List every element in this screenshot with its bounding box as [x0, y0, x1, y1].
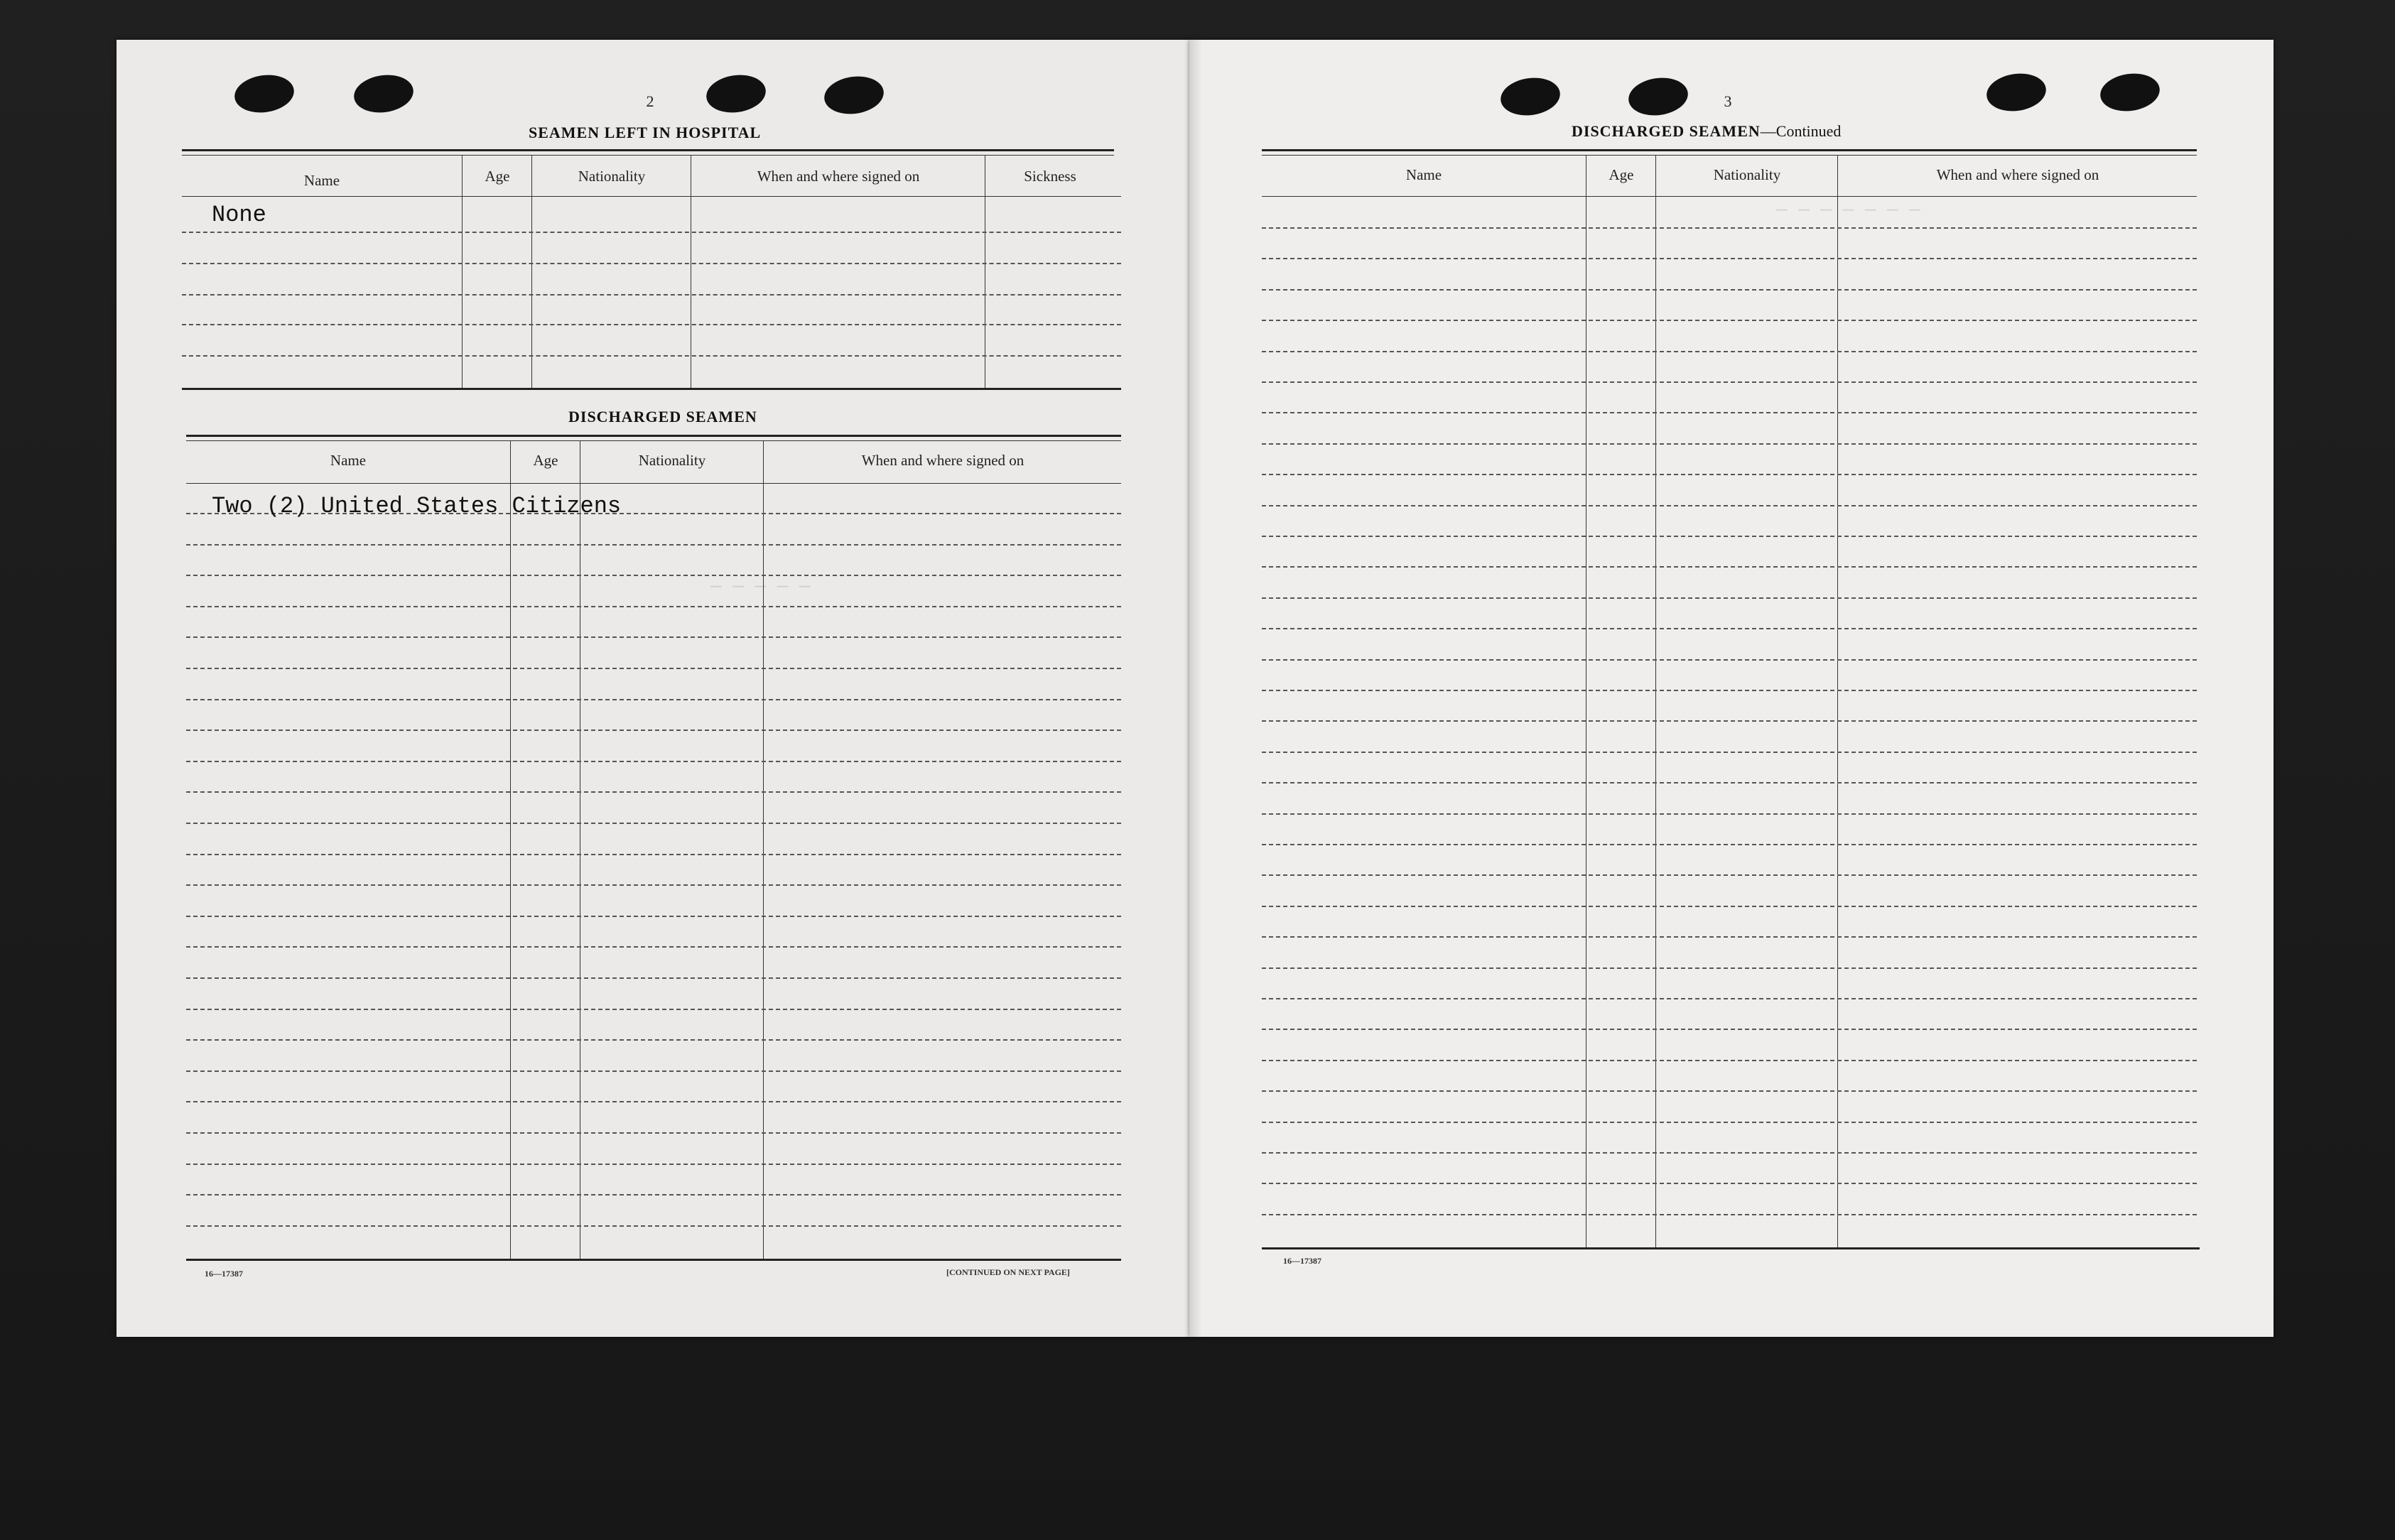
col-header-nationality: Nationality — [1713, 166, 1781, 183]
table-row-line — [186, 946, 1121, 948]
table-row-line — [1262, 752, 2197, 753]
section-title-hospital: SEAMEN LEFT IN HOSPITAL — [529, 124, 762, 141]
table-top-rule — [182, 149, 1114, 151]
table-row-line — [186, 761, 1121, 762]
table-rule — [186, 440, 1121, 441]
section-title-discharged: DISCHARGED SEAMEN — [568, 408, 757, 425]
table-row-line — [1262, 628, 2197, 629]
table-row-line — [1262, 1060, 2197, 1061]
left-page — [117, 40, 1189, 1337]
table-row-line — [186, 730, 1121, 731]
table-row-line — [186, 575, 1121, 576]
col-header-signed-on: When and where signed on — [861, 452, 1025, 469]
table-bottom-rule — [186, 1259, 1121, 1261]
col-header-age: Age — [485, 168, 510, 185]
table-row-line — [186, 977, 1121, 979]
col-header-signed-on: When and where signed on — [757, 168, 920, 185]
col-header-nationality: Nationality — [638, 452, 706, 469]
col-header-sickness: Sickness — [1024, 168, 1076, 185]
table-row-line — [1262, 566, 2197, 568]
col-header-signed-on: When and where signed on — [1936, 166, 2099, 183]
table-row-line — [182, 324, 1121, 325]
table-row-line — [1262, 936, 2197, 938]
section-title-text: DISCHARGED SEAMEN — [1572, 122, 1761, 140]
table-row-line — [1262, 906, 2197, 907]
page-number: 2 — [646, 92, 654, 110]
table-top-rule — [186, 435, 1121, 437]
table-row-line — [186, 699, 1121, 700]
table-row-line — [186, 1009, 1121, 1010]
col-header-age: Age — [533, 452, 558, 469]
table-row-line — [1262, 443, 2197, 445]
table-row-line — [186, 1039, 1121, 1041]
bleed-through-mark: — — — — — — [710, 575, 811, 597]
table-row-line — [186, 916, 1121, 917]
table-row-line — [186, 544, 1121, 546]
table-row-line — [182, 294, 1121, 295]
page-fold — [1189, 40, 1202, 1337]
table-row-line — [1262, 720, 2197, 722]
section-title-suffix: —Continued — [1760, 122, 1842, 140]
col-header-age: Age — [1609, 166, 1634, 183]
table-row-line — [1262, 782, 2197, 783]
bleed-through-mark: — — — — — — — — [1776, 199, 1920, 220]
table-row-line — [1262, 1029, 2197, 1030]
col-divider — [763, 440, 764, 1260]
page-number: 3 — [1724, 92, 1732, 110]
table-row-line — [186, 1132, 1121, 1134]
table-row-line — [186, 1194, 1121, 1195]
table-row-line — [1262, 320, 2197, 321]
table-row-line — [186, 668, 1121, 669]
col-header-nationality: Nationality — [578, 168, 646, 185]
hospital-entry: None — [212, 202, 266, 228]
form-number: 16—17387 — [205, 1269, 243, 1279]
table-row-line — [186, 884, 1121, 886]
table-row-line — [1262, 1214, 2197, 1215]
table-row-line — [1262, 474, 2197, 475]
table-row-line — [186, 854, 1121, 855]
table-row-line — [1262, 1152, 2197, 1154]
table-row-line — [186, 1164, 1121, 1165]
table-row-line — [1262, 690, 2197, 691]
col-divider — [1837, 155, 1838, 1249]
table-row-line — [186, 1225, 1121, 1227]
table-row-line — [186, 1101, 1121, 1102]
table-row-line — [1262, 227, 2197, 229]
table-row-line — [182, 355, 1121, 357]
continued-note: [CONTINUED ON NEXT PAGE] — [946, 1267, 1070, 1277]
table-row-line — [1262, 967, 2197, 969]
table-row-line — [186, 606, 1121, 607]
table-row-line — [186, 1070, 1121, 1072]
table-top-rule — [1262, 149, 2197, 151]
col-divider — [531, 155, 532, 389]
table-header-rule — [1262, 196, 2197, 197]
table-row-line — [186, 791, 1121, 793]
col-header-name: Name — [1405, 166, 1442, 183]
table-row-line — [1262, 659, 2197, 661]
table-row-line — [1262, 289, 2197, 291]
table-row-line — [1262, 258, 2197, 259]
table-row-line — [1262, 536, 2197, 537]
table-bottom-rule — [182, 388, 1121, 390]
table-row-line — [1262, 1090, 2197, 1092]
table-row-line — [1262, 998, 2197, 999]
discharged-entry: Two (2) United States Citizens — [212, 493, 622, 519]
section-title-discharged-continued — [1572, 122, 1841, 141]
table-row-line — [182, 263, 1121, 264]
form-number: 16—17387 — [1283, 1256, 1321, 1266]
table-rule — [182, 155, 1114, 156]
table-row-line — [1262, 874, 2197, 876]
right-page — [1189, 40, 2274, 1337]
col-divider — [1655, 155, 1656, 1249]
col-header-name: Name — [303, 172, 340, 189]
table-row-line — [186, 636, 1121, 638]
table-rule — [1262, 155, 2197, 156]
table-row-line — [1262, 844, 2197, 845]
table-row-line — [1262, 351, 2197, 352]
table-header-rule — [182, 196, 1121, 197]
table-row-line — [1262, 505, 2197, 506]
table-row-line — [1262, 1183, 2197, 1184]
table-bottom-rule — [1262, 1247, 2200, 1249]
table-row-line — [1262, 381, 2197, 383]
col-divider — [462, 155, 463, 389]
col-divider — [510, 440, 511, 1260]
col-header-name: Name — [330, 452, 367, 469]
table-header-rule — [186, 483, 1121, 484]
table-row-line — [1262, 1122, 2197, 1123]
table-row-line — [186, 823, 1121, 824]
table-row-line — [182, 232, 1121, 233]
table-row-line — [1262, 813, 2197, 815]
table-row-line — [1262, 597, 2197, 599]
table-row-line — [1262, 412, 2197, 413]
